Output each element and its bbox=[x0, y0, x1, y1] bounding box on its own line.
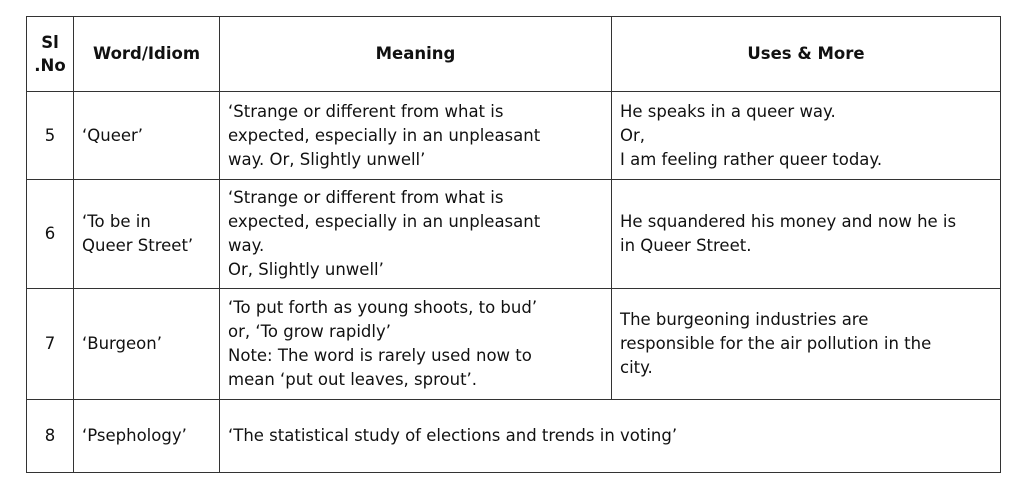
table-row bbox=[27, 92, 1001, 180]
row-sl-number: 6 bbox=[27, 180, 74, 289]
row-sl-number: 8 bbox=[27, 400, 74, 473]
row-meaning: ‘Strange or different from what is expected, especially in an unpleasant way. Or, Slightly unwell’ bbox=[220, 180, 612, 289]
header-meaning: Meaning bbox=[220, 17, 612, 92]
row-meaning: ‘Strange or different from what is expected, especially in an unpleasant way. Or, Slightly unwell’ bbox=[220, 92, 612, 180]
row-uses: He speaks in a queer way. Or, I am feeling rather queer today. bbox=[612, 92, 1001, 180]
row-uses: The burgeoning industries are responsible for the air pollution in the city. bbox=[612, 289, 1001, 400]
header-uses-more: Uses & More bbox=[612, 17, 1001, 92]
vocabulary-table bbox=[26, 16, 1001, 473]
header-word-idiom: Word/Idiom bbox=[74, 17, 220, 92]
table-header-row bbox=[27, 17, 1001, 92]
row-word: ‘Psephology’ bbox=[74, 400, 220, 473]
row-word: ‘Queer’ bbox=[74, 92, 220, 180]
table-row bbox=[27, 180, 1001, 289]
table-row bbox=[27, 289, 1001, 400]
table-row bbox=[27, 400, 1001, 473]
row-uses: He squandered his money and now he is in Queer Street. bbox=[612, 180, 1001, 289]
row-meaning: ‘To put forth as young shoots, to bud’ or, ‘To grow rapidly’ Note: The word is rarely used now to mean ‘put out leaves, sprout’. bbox=[220, 289, 612, 400]
header-sl-no: Sl .No bbox=[27, 17, 74, 92]
row-sl-number: 5 bbox=[27, 92, 74, 180]
row-meaning: ‘The statistical study of elections and trends in voting’ bbox=[220, 400, 1001, 473]
row-word: ‘To be in Queer Street’ bbox=[74, 180, 220, 289]
row-sl-number: 7 bbox=[27, 289, 74, 400]
row-word: ‘Burgeon’ bbox=[74, 289, 220, 400]
